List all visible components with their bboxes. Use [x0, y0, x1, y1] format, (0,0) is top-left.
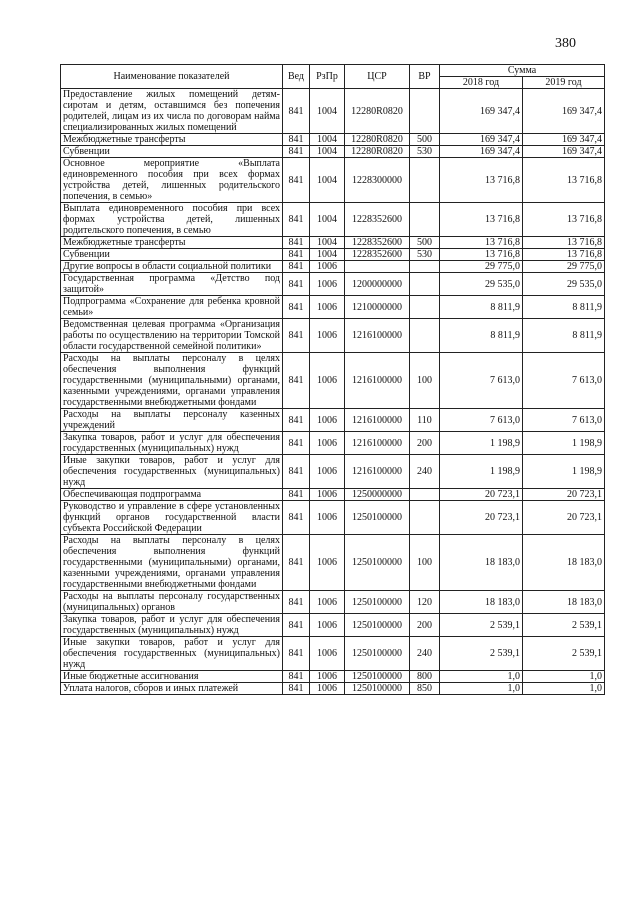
row-sum-2019: 13 716,8: [523, 203, 605, 237]
row-csr: 12280R0820: [345, 146, 410, 158]
table-row: [61, 273, 605, 296]
row-rzpr: 1004: [310, 146, 345, 158]
row-sum-2018: 169 347,4: [440, 134, 523, 146]
row-name: Межбюджетные трансферты: [61, 237, 283, 249]
row-sum-2018: 13 716,8: [440, 237, 523, 249]
row-rzpr: 1006: [310, 614, 345, 637]
table-row: [61, 455, 605, 489]
row-name: Иные закупки товаров, работ и услуг для обеспечения государственных (муниципальных) нужд: [61, 455, 283, 489]
row-vr: [410, 273, 440, 296]
row-sum-2018: 13 716,8: [440, 249, 523, 261]
row-sum-2019: 7 613,0: [523, 353, 605, 409]
row-rzpr: 1004: [310, 237, 345, 249]
row-sum-2019: 20 723,1: [523, 489, 605, 501]
row-ved: 841: [283, 319, 310, 353]
row-ved: 841: [283, 432, 310, 455]
row-csr: 1216100000: [345, 353, 410, 409]
row-rzpr: 1004: [310, 203, 345, 237]
row-sum-2018: 1,0: [440, 671, 523, 683]
row-name: Предоставление жилых помещений детям-сиротам и детям, оставшимся без попечения родителей, лицам из их числа по договорам найма специализированных жилых помещений: [61, 89, 283, 134]
table-row: [61, 501, 605, 535]
row-rzpr: 1006: [310, 432, 345, 455]
header-rzpr: РзПр: [310, 65, 345, 89]
row-csr: 1250100000: [345, 683, 410, 695]
row-ved: 841: [283, 296, 310, 319]
header-sum: Сумма: [440, 65, 605, 77]
row-sum-2019: 13 716,8: [523, 249, 605, 261]
row-sum-2019: 1,0: [523, 683, 605, 695]
row-sum-2019: 169 347,4: [523, 89, 605, 134]
row-csr: 12280R0820: [345, 89, 410, 134]
row-ved: 841: [283, 614, 310, 637]
header-ved: Вед: [283, 65, 310, 89]
row-sum-2018: 7 613,0: [440, 353, 523, 409]
row-csr: 1250100000: [345, 535, 410, 591]
row-name: Выплата единовременного пособия при всех формах устройства детей, лишенных родительского попечения, в семью: [61, 203, 283, 237]
row-csr: 1250100000: [345, 637, 410, 671]
row-csr: 1216100000: [345, 409, 410, 432]
row-rzpr: 1006: [310, 683, 345, 695]
row-vr: 500: [410, 237, 440, 249]
row-sum-2019: 7 613,0: [523, 409, 605, 432]
row-sum-2018: 20 723,1: [440, 501, 523, 535]
row-sum-2019: 29 535,0: [523, 273, 605, 296]
row-sum-2018: 29 535,0: [440, 273, 523, 296]
row-sum-2018: 8 811,9: [440, 296, 523, 319]
row-rzpr: 1006: [310, 489, 345, 501]
row-rzpr: 1006: [310, 671, 345, 683]
row-sum-2018: 2 539,1: [440, 614, 523, 637]
row-vr: [410, 261, 440, 273]
row-sum-2018: 7 613,0: [440, 409, 523, 432]
table-row: [61, 353, 605, 409]
row-ved: 841: [283, 353, 310, 409]
row-name: Расходы на выплаты персоналу государственных (муниципальных) органов: [61, 591, 283, 614]
row-rzpr: 1006: [310, 296, 345, 319]
row-sum-2018: 1 198,9: [440, 455, 523, 489]
header-vr: ВР: [410, 65, 440, 89]
row-sum-2019: 18 183,0: [523, 591, 605, 614]
row-sum-2019: 2 539,1: [523, 637, 605, 671]
row-sum-2019: 18 183,0: [523, 535, 605, 591]
row-csr: 1210000000: [345, 296, 410, 319]
row-sum-2018: 18 183,0: [440, 591, 523, 614]
row-ved: 841: [283, 535, 310, 591]
row-csr: [345, 261, 410, 273]
row-name: Другие вопросы в области социальной политики: [61, 261, 283, 273]
header-year-2018: 2018 год: [440, 77, 523, 89]
row-ved: 841: [283, 146, 310, 158]
row-csr: 1216100000: [345, 319, 410, 353]
row-ved: 841: [283, 203, 310, 237]
table-row: [61, 409, 605, 432]
row-vr: [410, 319, 440, 353]
row-sum-2019: 169 347,4: [523, 146, 605, 158]
row-vr: 110: [410, 409, 440, 432]
row-name: Руководство и управление в сфере установленных функций органов государственной власти субъекта Российской Федерации: [61, 501, 283, 535]
row-ved: 841: [283, 671, 310, 683]
table-row: [61, 432, 605, 455]
row-ved: 841: [283, 683, 310, 695]
row-name: Субвенции: [61, 146, 283, 158]
row-sum-2019: 13 716,8: [523, 158, 605, 203]
row-sum-2019: 29 775,0: [523, 261, 605, 273]
row-sum-2019: 8 811,9: [523, 319, 605, 353]
row-vr: [410, 89, 440, 134]
row-ved: 841: [283, 134, 310, 146]
row-rzpr: 1004: [310, 249, 345, 261]
table-row: [61, 591, 605, 614]
table-body: [61, 89, 605, 695]
row-sum-2018: 169 347,4: [440, 89, 523, 134]
table-row: [61, 319, 605, 353]
row-name: Подпрограмма «Сохранение для ребенка кровной семьи»: [61, 296, 283, 319]
row-csr: 12280R0820: [345, 134, 410, 146]
row-sum-2018: 29 775,0: [440, 261, 523, 273]
row-name: Межбюджетные трансферты: [61, 134, 283, 146]
table-row: [61, 535, 605, 591]
row-ved: 841: [283, 637, 310, 671]
row-sum-2018: 2 539,1: [440, 637, 523, 671]
row-vr: 240: [410, 455, 440, 489]
table-row: [61, 683, 605, 695]
row-vr: 120: [410, 591, 440, 614]
row-rzpr: 1004: [310, 158, 345, 203]
table-row: [61, 158, 605, 203]
row-name: Расходы на выплаты персоналу казенных учреждений: [61, 409, 283, 432]
row-vr: 500: [410, 134, 440, 146]
row-name: Государственная программа «Детство под защитой»: [61, 273, 283, 296]
row-name: Иные закупки товаров, работ и услуг для обеспечения государственных (муниципальных) нужд: [61, 637, 283, 671]
row-name: Расходы на выплаты персоналу в целях обеспечения выполнения функций государственными (муниципальными) органами, казенными учреждениями, органами управления государственными внебюджетными фондами: [61, 535, 283, 591]
row-name: Основное мероприятие «Выплата единовременного пособия при всех формах устройства детей, лишенных родительского попечения, в семью»: [61, 158, 283, 203]
row-sum-2018: 1,0: [440, 683, 523, 695]
header-year-2019: 2019 год: [523, 77, 605, 89]
row-name: Закупка товаров, работ и услуг для обеспечения государственных (муниципальных) нужд: [61, 614, 283, 637]
row-sum-2019: 2 539,1: [523, 614, 605, 637]
row-csr: 1250100000: [345, 501, 410, 535]
row-name: Ведомственная целевая программа «Организация работы по осуществлению на территории Томской области государственной семейной политики»: [61, 319, 283, 353]
row-vr: [410, 203, 440, 237]
row-name: Расходы на выплаты персоналу в целях обеспечения выполнения функций государственными (муниципальными) органами, казенными учреждениями, органами управления государственными внебюджетными фондами: [61, 353, 283, 409]
table-row: [61, 637, 605, 671]
row-vr: 240: [410, 637, 440, 671]
row-name: Субвенции: [61, 249, 283, 261]
row-rzpr: 1006: [310, 261, 345, 273]
table-row: [61, 671, 605, 683]
row-vr: 850: [410, 683, 440, 695]
row-csr: 1200000000: [345, 273, 410, 296]
row-rzpr: 1006: [310, 535, 345, 591]
table-row: [61, 261, 605, 273]
table-row: [61, 146, 605, 158]
row-rzpr: 1006: [310, 637, 345, 671]
row-rzpr: 1006: [310, 353, 345, 409]
row-vr: 530: [410, 146, 440, 158]
row-sum-2018: 8 811,9: [440, 319, 523, 353]
row-sum-2019: 1,0: [523, 671, 605, 683]
row-name: Иные бюджетные ассигнования: [61, 671, 283, 683]
row-rzpr: 1006: [310, 591, 345, 614]
row-sum-2018: 1 198,9: [440, 432, 523, 455]
row-sum-2018: 20 723,1: [440, 489, 523, 501]
row-ved: 841: [283, 489, 310, 501]
row-sum-2018: 13 716,8: [440, 203, 523, 237]
row-rzpr: 1006: [310, 273, 345, 296]
row-vr: 100: [410, 535, 440, 591]
table-row: [61, 89, 605, 134]
row-rzpr: 1004: [310, 134, 345, 146]
row-csr: 1250000000: [345, 489, 410, 501]
row-name: Обеспечивающая подпрограмма: [61, 489, 283, 501]
row-vr: [410, 158, 440, 203]
row-ved: 841: [283, 249, 310, 261]
row-ved: 841: [283, 261, 310, 273]
row-sum-2019: 20 723,1: [523, 501, 605, 535]
row-ved: 841: [283, 409, 310, 432]
row-sum-2018: 13 716,8: [440, 158, 523, 203]
row-vr: 100: [410, 353, 440, 409]
header-csr: ЦСР: [345, 65, 410, 89]
row-csr: 1228352600: [345, 249, 410, 261]
row-csr: 1228352600: [345, 237, 410, 249]
row-ved: 841: [283, 89, 310, 134]
row-sum-2019: 169 347,4: [523, 134, 605, 146]
row-rzpr: 1004: [310, 89, 345, 134]
row-sum-2018: 169 347,4: [440, 146, 523, 158]
table-row: [61, 237, 605, 249]
row-ved: 841: [283, 501, 310, 535]
row-vr: 800: [410, 671, 440, 683]
table-row: [61, 203, 605, 237]
table-row: [61, 134, 605, 146]
row-sum-2018: 18 183,0: [440, 535, 523, 591]
row-ved: 841: [283, 237, 310, 249]
row-name: Уплата налогов, сборов и иных платежей: [61, 683, 283, 695]
budget-table: [60, 64, 605, 695]
row-vr: 530: [410, 249, 440, 261]
header-name: Наименование показателей: [61, 65, 283, 89]
row-vr: [410, 296, 440, 319]
table-row: [61, 296, 605, 319]
row-name: Закупка товаров, работ и услуг для обеспечения государственных (муниципальных) нужд: [61, 432, 283, 455]
row-rzpr: 1006: [310, 455, 345, 489]
row-rzpr: 1006: [310, 501, 345, 535]
row-csr: 1216100000: [345, 432, 410, 455]
row-sum-2019: 8 811,9: [523, 296, 605, 319]
table-row: [61, 249, 605, 261]
row-ved: 841: [283, 273, 310, 296]
row-csr: 1228300000: [345, 158, 410, 203]
row-ved: 841: [283, 158, 310, 203]
row-vr: [410, 501, 440, 535]
row-rzpr: 1006: [310, 319, 345, 353]
row-vr: 200: [410, 614, 440, 637]
row-vr: 200: [410, 432, 440, 455]
table-row: [61, 614, 605, 637]
row-sum-2019: 13 716,8: [523, 237, 605, 249]
row-csr: 1250100000: [345, 591, 410, 614]
row-rzpr: 1006: [310, 409, 345, 432]
row-csr: 1250100000: [345, 671, 410, 683]
row-csr: 1216100000: [345, 455, 410, 489]
row-csr: 1228352600: [345, 203, 410, 237]
table-row: [61, 489, 605, 501]
row-csr: 1250100000: [345, 614, 410, 637]
page-number: 380: [555, 36, 576, 51]
row-sum-2019: 1 198,9: [523, 455, 605, 489]
row-ved: 841: [283, 591, 310, 614]
row-vr: [410, 489, 440, 501]
row-sum-2019: 1 198,9: [523, 432, 605, 455]
row-ved: 841: [283, 455, 310, 489]
